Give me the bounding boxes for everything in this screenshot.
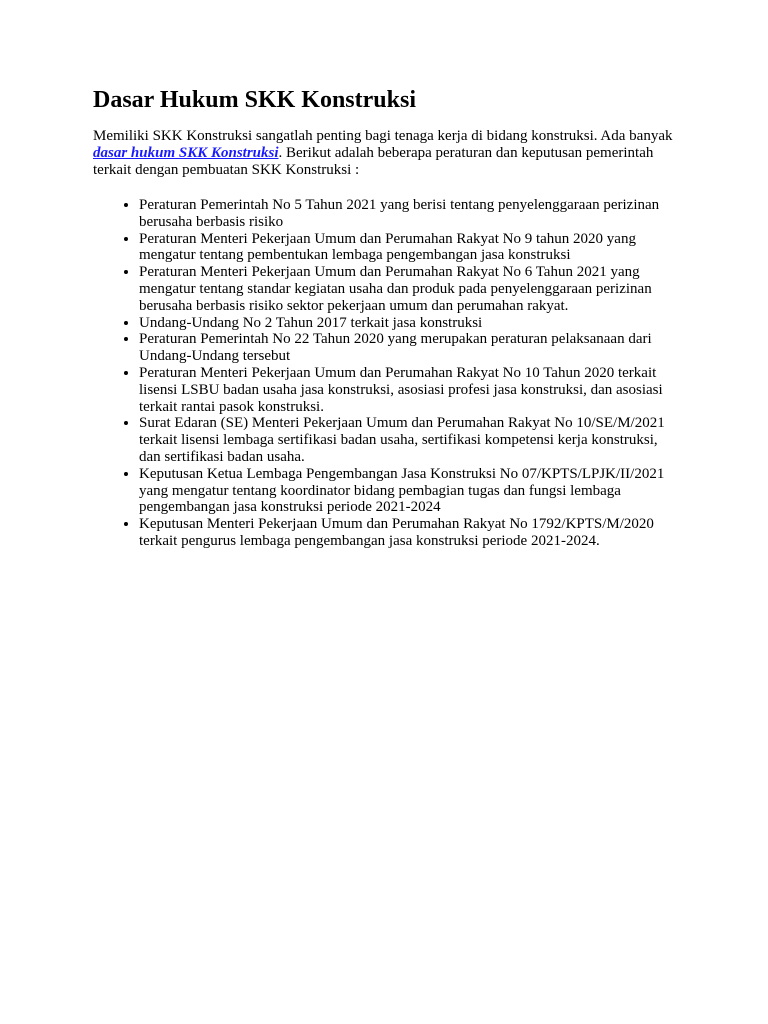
list-item: • Peraturan Menteri Pekerjaan Umum dan Perumahan Rakyat No 6 Tahun 2021 yang mengatur tentang standar kegiatan usaha dan produk pada penyelenggaraan perizinan berusaha berbasis risiko sektor pekerjaan umum dan perumahan rakyat. — [139, 264, 683, 314]
list-item: • Peraturan Pemerintah No 22 Tahun 2020 yang merupakan peraturan pelaksanaan dari Undang-Undang tersebut — [139, 331, 683, 365]
list-item: • Undang-Undang No 2 Tahun 2017 terkait jasa konstruksi — [139, 315, 683, 332]
dasar-hukum-link[interactable]: dasar hukum SKK Konstruksi — [93, 145, 279, 161]
regulation-list — [93, 197, 683, 550]
list-item: • Keputusan Ketua Lembaga Pengembangan Jasa Konstruksi No 07/KPTS/LPJK/II/2021 yang mengatur tentang koordinator bidang pembagian tugas dan fungsi lembaga pengembangan jasa konstruksi periode 2021-2024 — [139, 466, 683, 516]
list-item: • Peraturan Pemerintah No 5 Tahun 2021 yang berisi tentang penyelenggaraan perizinan berusaha berbasis risiko — [139, 197, 683, 231]
list-item: • Peraturan Menteri Pekerjaan Umum dan Perumahan Rakyat No 9 tahun 2020 yang mengatur tentang pembentukan lembaga pengembangan jasa konstruksi — [139, 231, 683, 265]
list-item: • Keputusan Menteri Pekerjaan Umum dan Perumahan Rakyat No 1792/KPTS/M/2020 terkait pengurus lembaga pengembangan jasa konstruksi periode 2021-2024. — [139, 516, 683, 550]
intro-paragraph — [93, 128, 683, 179]
intro-text-after-link: . Berikut adalah beberapa peraturan dan keputusan pemerintah terkait dengan pembuatan SKK Konstruksi : — [93, 145, 654, 178]
intro-text-before-link: Memiliki SKK Konstruksi sangatlah penting bagi tenaga kerja di bidang konstruksi. Ada banyak — [93, 128, 673, 144]
list-item: • Peraturan Menteri Pekerjaan Umum dan Perumahan Rakyat No 10 Tahun 2020 terkait lisensi LSBU badan usaha jasa konstruksi, asosiasi profesi jasa konstruksi, dan asosiasi terkait rantai pasok konstruksi. — [139, 365, 683, 415]
list-item: • Surat Edaran (SE) Menteri Pekerjaan Umum dan Perumahan Rakyat No 10/SE/M/2021 terkait lisensi lembaga sertifikasi badan usaha, sertifikasi kompetensi kerja konstruksi, dan sertifikasi badan usaha. — [139, 415, 683, 465]
page-title: Dasar Hukum SKK Konstruksi — [93, 87, 416, 113]
document-page — [93, 84, 683, 550]
